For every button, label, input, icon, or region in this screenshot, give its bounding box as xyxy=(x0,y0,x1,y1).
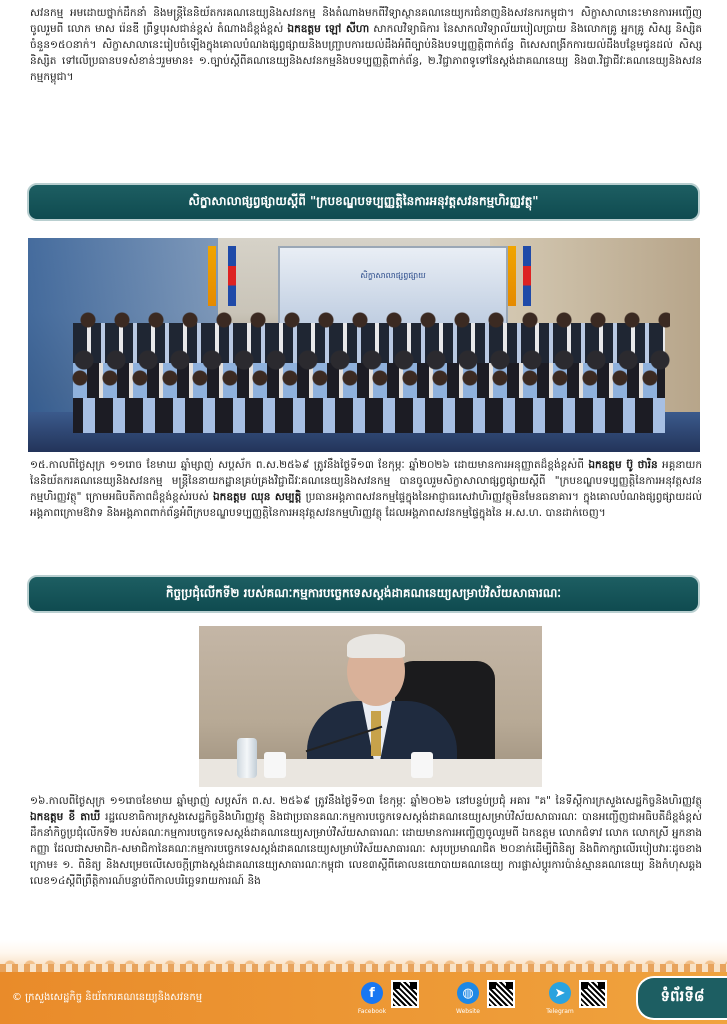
banner-title: កិច្ចប្រជុំលើកទី២ របស់គណៈកម្មការបច្ចេកទេសស្តង់ដាគណនេយ្យសម្រាប់វិស័យសាធារណៈ xyxy=(165,586,562,600)
people-heads xyxy=(68,308,670,438)
telegram-icon[interactable]: ➤ xyxy=(549,982,571,1004)
footer-org-name: © ក្រសួងសេដ្ឋកិច្ច និយ័តករគណនេយ្យនិងសវនកម្ម xyxy=(12,992,203,1003)
social-label: Facebook xyxy=(357,1008,387,1015)
meeting-photo xyxy=(199,626,542,787)
flag-icon xyxy=(208,246,216,306)
text-span: រដ្ឋលេខាធិការក្រសួងសេដ្ឋកិច្ចនិងហិរញ្ញវត្ថុ និងជាប្រធានគណៈកម្មការបច្ចេកទេសស្តង់ដាគណនេយ្យសម្រាប់វិស័យសាធារណៈ បានអញ្ជើញជាអធិបតីដ៏ខ្ពង់ខ្ពស់ ដឹកនាំកិច្ចប្រជុំលើកទី២ របស់គណៈកម្មការបច្ចេកទេសស្តង់ដាគណនេយ្យសម្រាប់វិស័យសាធារណៈ ដោយមានការអញ្ជើញចូលរួមពី ឯកឧត្តម លោកជំទាវ លោក លោកស្រី អ្នកនាង កញ្ញា ដែលជាសមាជិក-សមាជិកានៃគណៈកម្មការបច្ចេកទេសស្តង់ដាគណនេយ្យសម្រាប់វិស័យសាធារណៈ សរុបប្រមាណជិត ២០នាក់ដើម្បីពិនិត្យ និងពិភាក្សាលើរបៀបវារៈដូចខាងក្រោម៖ ១. ពិនិត្យ និងសម្រេចលើសេចក្តីព្រាងស្តង់ដាគណនេយ្យសាធារណៈកម្ពុជា លេខ៣ស្តីពីគោលនយោបាយគណនេយ្យ ការផ្លាស់ប្តូរការប៉ាន់ស្មានគណនេយ្យ និងកំហុសឆ្គង លេខ១៤ស្តីពីព្រឹត្តិការណ៍បន្ទាប់ពីកាលបរិច្ឆេទរាយការណ៍ និង xyxy=(30,811,702,887)
page-footer xyxy=(0,972,727,1024)
flag-icon xyxy=(523,246,531,306)
bold-name: ឯកឧត្តម ប៊ូ ថារិន xyxy=(588,459,658,471)
social-website[interactable] xyxy=(457,978,543,1020)
photo-person-tie xyxy=(371,711,381,756)
qr-code-icon xyxy=(391,980,419,1008)
facebook-icon[interactable]: f xyxy=(361,982,383,1004)
qr-code-icon xyxy=(487,980,515,1008)
page-number: ទំព័រទី៨ xyxy=(636,976,727,1020)
flag-icon xyxy=(228,246,236,306)
social-facebook[interactable] xyxy=(357,978,447,1020)
social-label: Website xyxy=(456,1008,480,1015)
flag-icon xyxy=(508,246,516,306)
text-span: ប្រធានអង្គភាពសវនកម្មផ្ទៃក្នុងនៃអាជ្ញាធរសេវាហិរញ្ញវត្ថុមិនមែនធនាគារ។ ក្នុងគោលបំណងផ្សព្វផ្សាយដល់អង្គភាពក្រោមឱវាទ និងអង្គភាពពាក់ព័ន្ធអំពីក្របខណ្ឌបទប្បញ្ញត្តិនៃការអនុវត្តសវនកម្មហិរញ្ញវត្ថុ ដែលអង្គភាពសវនកម្មផ្ទៃក្នុងនៃ អ.ស.ហ. បានដាក់ចេញ។ xyxy=(30,491,703,519)
social-telegram[interactable] xyxy=(546,978,635,1020)
bold-name: ឯកឧត្តម ឈុន សម្បត្តិ xyxy=(213,491,302,503)
text-span: សាកលវិទ្យាធិការ នៃសាកលវិទ្យាល័យបៀលប្រាយ និងលោកគ្រូ អ្នកគ្រូ សិស្ស និស្សិត ចំនួន១៥០នាក់។ សិក្ខាសាលានេះរៀបចំឡើងក្នុងគោលបំណងផ្សព្វផ្សាយនិងបញ្ជ្រាបការយល់ដឹងអំពីច្បាប់និងបទប្បញ្ញត្តិពាក់ព័ន្ធ ពិសេសពង្រីកការយល់ដឹងបន្ថែមជូនដល់ សិស្ស និស្សិត ទៅលើប្រធានបទសំខាន់ៗរួមមាន៖ ១.ច្បាប់ស្តីពីគណនេយ្យនិងសវនកម្មនិងបទប្បញ្ញត្តិពាក់ព័ន្ធ, ២.វិជ្ជាភាពទូទៅនៃស្តង់ដាគណនេយ្យ និង៣.វិជ្ជាជីវៈគណនេយ្យនិងសវនកម្មកម្ពុជា។ xyxy=(30,23,702,83)
text-span: ១៥.កាលពីថ្ងៃសុក្រ ១១រោច ខែមាឃ ឆ្នាំម្សាញ់ សប្តស័ក ព.ស.២៥៦៩ ត្រូវនឹងថ្ងៃទី១៣ ខែកុម្ភៈ ឆ្នាំ២០២៦ ដោយមានការអនុញ្ញាតដ៏ខ្ពង់ខ្ពស់ពី xyxy=(30,459,589,471)
globe-icon[interactable]: ◍ xyxy=(457,982,479,1004)
bold-name: ឯកឧត្តម ខី តាឃី xyxy=(30,811,101,823)
section-banner-meeting xyxy=(27,575,700,613)
qr-code-icon xyxy=(579,980,607,1008)
screen-text: សិក្ខាសាលាផ្សព្វផ្សាយ xyxy=(360,271,426,280)
text-span: ១៦.កាលពីថ្ងៃសុក្រ ១១រោចខែមាឃ ឆ្នាំម្សាញ់ សប្តស័ក ព.ស. ២៥៦៩ ត្រូវនឹងថ្ងៃទី១៣ ខែកុម្ភៈ ឆ្នាំ២០២៦ នៅបន្ទប់ប្រជុំ អគារ "គ" នៃទីស្តីការក្រសួងសេដ្ឋកិច្ចនិងហិរញ្ញវត្ថុ xyxy=(30,795,702,807)
social-label: Telegram xyxy=(546,1008,574,1015)
section-banner-workshop xyxy=(27,183,700,221)
photo-cup xyxy=(264,752,286,778)
intro-paragraph xyxy=(30,5,702,85)
text-span: សវនកម្ម អមដោយថ្នាក់ដឹកនាំ និងមន្ត្រីនៃនិយ័តករគណនេយ្យនិងសវនកម្ម និងតំណាងមកពីវិទ្យាស្ថានគណនេយ្យករជំនាញនិងសវនករកម្ពុជា។ សិក្ខាសាលានេះមានការអញ្ជើញចូលរួមពី លោក មាស រ៉េនឌី ព្រឹទ្ធបុរសជាន់ខ្ពស់ តំណាងដ៏ខ្ពង់ខ្ពស់ xyxy=(30,7,702,35)
banner-title: សិក្ខាសាលាផ្សព្វផ្សាយស្តីពី "ក្របខណ្ឌបទប្បញ្ញត្តិនៃការអនុវត្តសវនកម្មហិរញ្ញវត្ថុ" xyxy=(188,194,539,208)
group-photo xyxy=(28,238,700,452)
photo-cup xyxy=(411,752,433,778)
bold-name: ឯកឧត្តម ឡៅ សីហា xyxy=(287,23,370,35)
event-16-paragraph xyxy=(30,793,702,889)
photo-bottle xyxy=(237,738,257,778)
photo-person-hair xyxy=(347,634,405,658)
decorative-border xyxy=(0,940,727,972)
event-15-paragraph xyxy=(30,457,702,521)
text-span: អគ្គនាយក នៃនិយ័តករគណនេយ្យនិងសវនកម្ម មន្ត្រីនៃនាយកដ្ឋានគ្រប់គ្រងវិជ្ជាជីវៈគណនេយ្យនិងសវនកម្ម បានចូលរួមសិក្ខាសាលាផ្សព្វផ្សាយស្តីពី "ក្របខណ្ឌបទប្បញ្ញត្តិនៃការអនុវត្តសវនកម្មហិរញ្ញវត្ថុ" ក្រោមអធិបតីភាពដ៏ខ្ពង់ខ្ពស់របស់ xyxy=(30,459,703,503)
